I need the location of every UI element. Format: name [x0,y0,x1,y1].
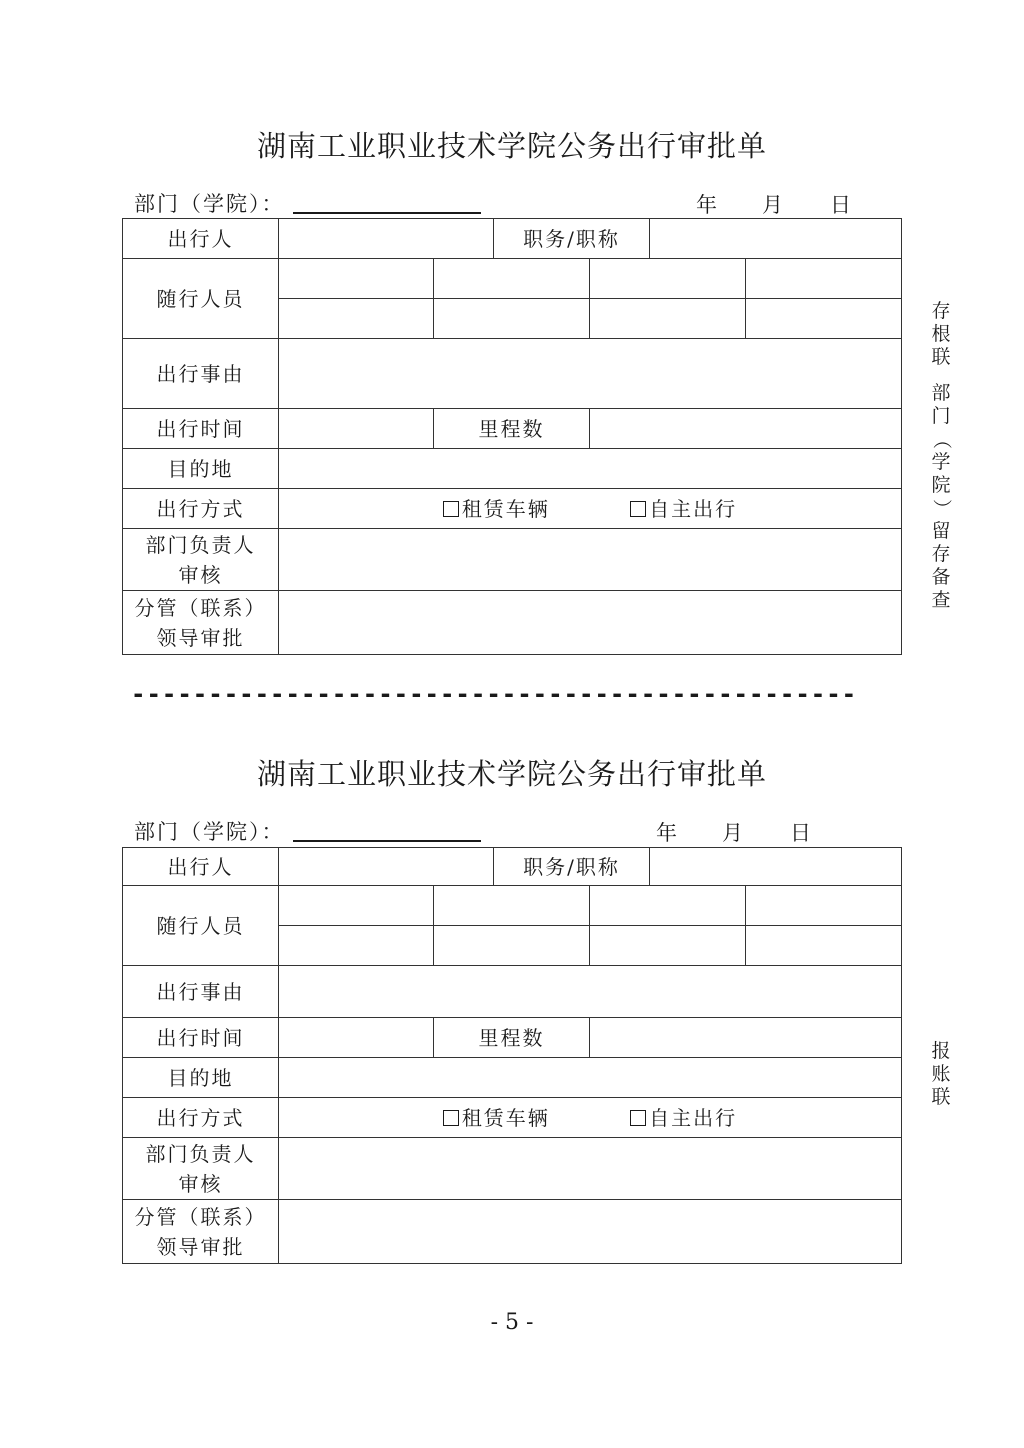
dept-head-label [123,1138,279,1200]
dept-head-label-line1: 部门负责人 [145,1141,256,1166]
leader-input[interactable] [279,1200,902,1264]
mode-label: 出行方式 [123,1098,279,1138]
companion-input[interactable] [590,299,746,339]
destination-label: 目的地 [123,449,279,489]
department-input-blank[interactable] [293,192,481,214]
month-label: 月 [762,193,783,217]
checkbox-icon[interactable] [630,501,646,517]
dept-head-label-line2: 审核 [178,1171,223,1196]
companion-input[interactable] [590,259,746,299]
time-label: 出行时间 [123,1018,279,1058]
reason-input[interactable] [279,339,902,409]
mileage-label: 里程数 [434,409,590,449]
mode-options [279,489,902,529]
reason-input[interactable] [279,966,902,1018]
form-title-stub: 湖南工业职业技术学院公务出行审批单 [256,129,767,163]
mileage-input[interactable] [590,409,902,449]
companion-input[interactable] [590,926,746,966]
reimburse-side-label: 报 账 联 [931,1040,951,1108]
reason-label: 出行事由 [123,339,279,409]
form-title-reimburse: 湖南工业职业技术学院公务出行审批单 [256,757,767,791]
approval-table-stub [122,218,902,655]
leader-label-line1: 分管（联系） [134,1204,267,1229]
companion-input[interactable] [434,926,590,966]
time-label: 出行时间 [123,409,279,449]
companion-input[interactable] [434,299,590,339]
destination-input[interactable] [279,449,902,489]
stub-side-label-2: 部 门 （ 学 院 ） 留 存 备 查 [930,382,953,611]
department-input-blank[interactable] [293,820,481,842]
companions-label: 随行人员 [123,259,279,339]
leader-label-line2: 领导审批 [156,1234,245,1259]
dept-head-input[interactable] [279,529,902,591]
traveler-input[interactable] [279,848,494,886]
option-rental-label: 租赁车辆 [461,1105,550,1130]
department-line-stub [134,188,481,218]
leader-label [123,591,279,655]
companion-input[interactable] [746,299,902,339]
dept-head-label-line1: 部门负责人 [145,532,256,557]
checkbox-icon[interactable] [443,1110,459,1126]
companion-input[interactable] [746,259,902,299]
department-label: 部门（学院）： [134,192,285,216]
companion-input[interactable] [279,886,434,926]
option-rental-label: 租赁车辆 [461,496,550,521]
option-rental[interactable] [443,494,550,524]
traveler-label: 出行人 [123,848,279,886]
position-input[interactable] [650,848,902,886]
position-label: 职务/职称 [494,848,650,886]
companion-input[interactable] [279,926,434,966]
companion-input[interactable] [746,886,902,926]
stub-side-label-1: 存 根 联 [931,300,951,368]
dept-head-label-line2: 审核 [178,562,223,587]
companion-input[interactable] [746,926,902,966]
companion-input[interactable] [279,259,434,299]
option-rental[interactable] [443,1103,550,1133]
leader-label [123,1200,279,1264]
month-label: 月 [722,821,743,845]
approval-table-reimburse [122,847,902,1264]
destination-input[interactable] [279,1058,902,1098]
option-self-label: 自主出行 [649,496,738,521]
mode-label: 出行方式 [123,489,279,529]
day-label: 日 [830,193,851,217]
option-self[interactable] [630,1103,737,1133]
traveler-label: 出行人 [123,219,279,259]
companion-input[interactable] [279,299,434,339]
day-label: 日 [790,821,811,845]
year-label: 年 [656,821,677,845]
year-label: 年 [696,193,717,217]
option-self-label: 自主出行 [649,1105,738,1130]
leader-input[interactable] [279,591,902,655]
mileage-label: 里程数 [434,1018,590,1058]
option-self[interactable] [630,494,737,524]
companion-input[interactable] [590,886,746,926]
leader-label-line2: 领导审批 [156,625,245,650]
time-input[interactable] [279,1018,434,1058]
mileage-input[interactable] [590,1018,902,1058]
mode-options [279,1098,902,1138]
dept-head-input[interactable] [279,1138,902,1200]
checkbox-icon[interactable] [630,1110,646,1126]
checkbox-icon[interactable] [443,501,459,517]
companions-label: 随行人员 [123,886,279,966]
department-label: 部门（学院）： [134,820,285,844]
dept-head-label [123,529,279,591]
reason-label: 出行事由 [123,966,279,1018]
page-number: - 5 - [490,1310,534,1335]
position-label: 职务/职称 [494,219,650,259]
destination-label: 目的地 [123,1058,279,1098]
position-input[interactable] [650,219,902,259]
traveler-input[interactable] [279,219,494,259]
leader-label-line1: 分管（联系） [134,595,267,620]
companion-input[interactable] [434,259,590,299]
companion-input[interactable] [434,886,590,926]
time-input[interactable] [279,409,434,449]
cut-line-divider: ----------------------------------------------- [131,680,858,708]
department-line-reimburse [134,816,481,846]
